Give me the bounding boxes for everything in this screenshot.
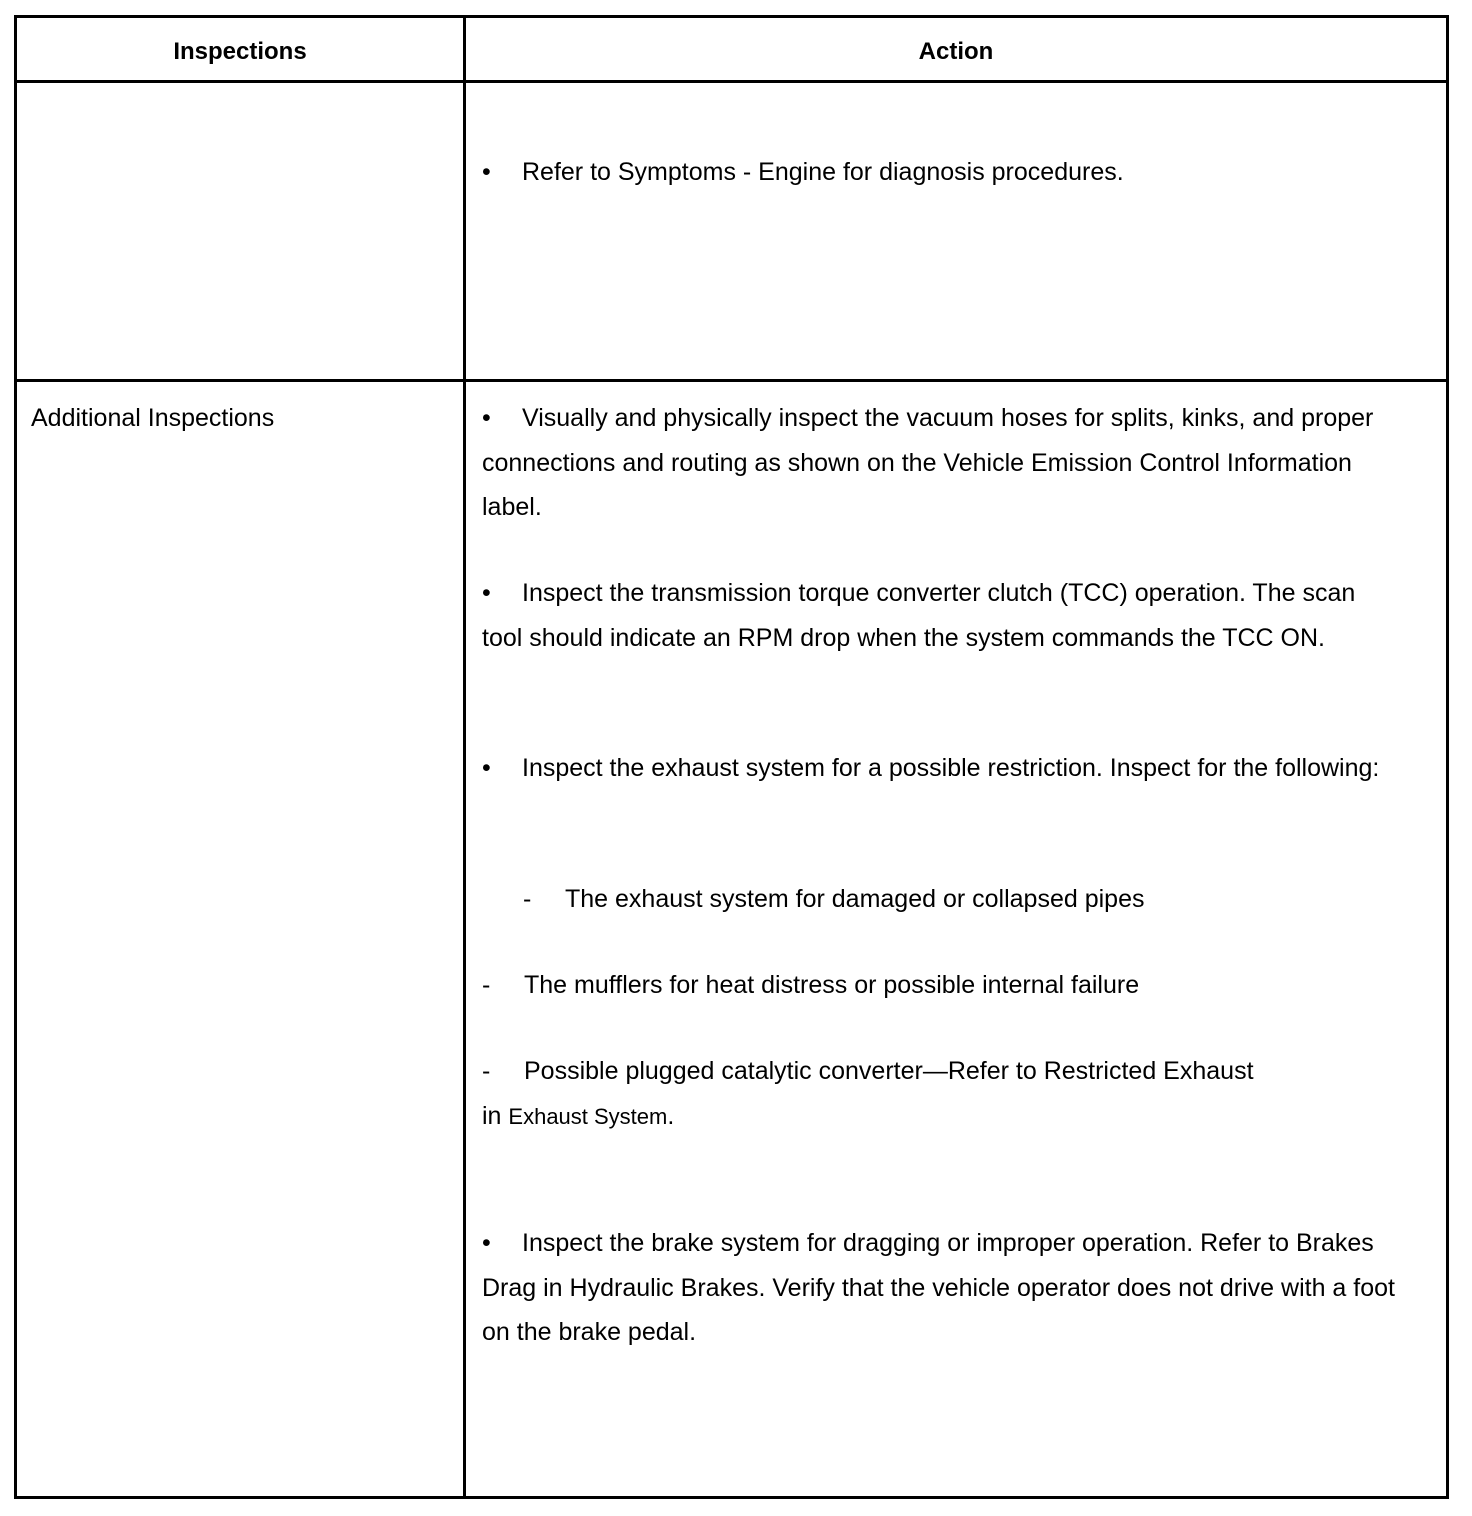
bullet-marker: • [482,404,491,432]
action-text: Visually and physically inspect the vacuum hoses for splits, kinks, and proper connections and routing as shown on the Vehicle Emission Control Information label. [482,404,1374,521]
action-text: Inspect the brake system for dragging or improper operation. Refer to Brakes Drag in Hydraulic Brakes. Verify that the vehicle operator does not drive with a foot on the brake pedal. [482,1229,1395,1346]
action-text: Inspect the exhaust system for a possible restriction. Inspect for the following: [522,754,1380,782]
action-item [482,396,1402,530]
header-inspections: Inspections [173,38,307,65]
row-label-additional-inspections: Additional Inspections [31,404,275,432]
action-subitem [523,877,1443,922]
exhaust-system-reference: Exhaust System [508,1103,668,1129]
row-divider [14,379,1449,382]
action-text: Possible plugged catalytic converter—Refer to Restricted Exhaust [524,1057,1254,1085]
action-subitem [482,1049,1402,1139]
dash-marker: - [482,971,491,999]
action-item [482,746,1402,791]
column-divider [463,15,466,1499]
action-item [482,1221,1402,1355]
action-text-prefix: in [482,1101,509,1130]
bullet-marker: • [482,754,491,782]
dash-marker: - [523,885,532,913]
action-item [482,150,1402,195]
action-text: Inspect the transmission torque converter clutch (TCC) operation. The scan tool should indicate an RPM drop when the system commands the TCC ON. [482,579,1356,652]
action-item [482,571,1402,660]
action-text: The mufflers for heat distress or possible internal failure [524,971,1140,999]
header-action: Action [918,38,994,65]
bullet-marker: • [482,579,491,607]
dash-marker: - [482,1057,491,1085]
bullet-marker: • [482,1229,491,1257]
action-subitem [482,963,1402,1008]
action-text: The exhaust system for damaged or collapsed pipes [565,885,1145,913]
action-text-suffix: . [667,1101,675,1130]
header-divider [14,80,1449,83]
bullet-marker: • [482,158,491,186]
action-text: Refer to Symptoms - Engine for diagnosis procedures. [522,158,1124,186]
